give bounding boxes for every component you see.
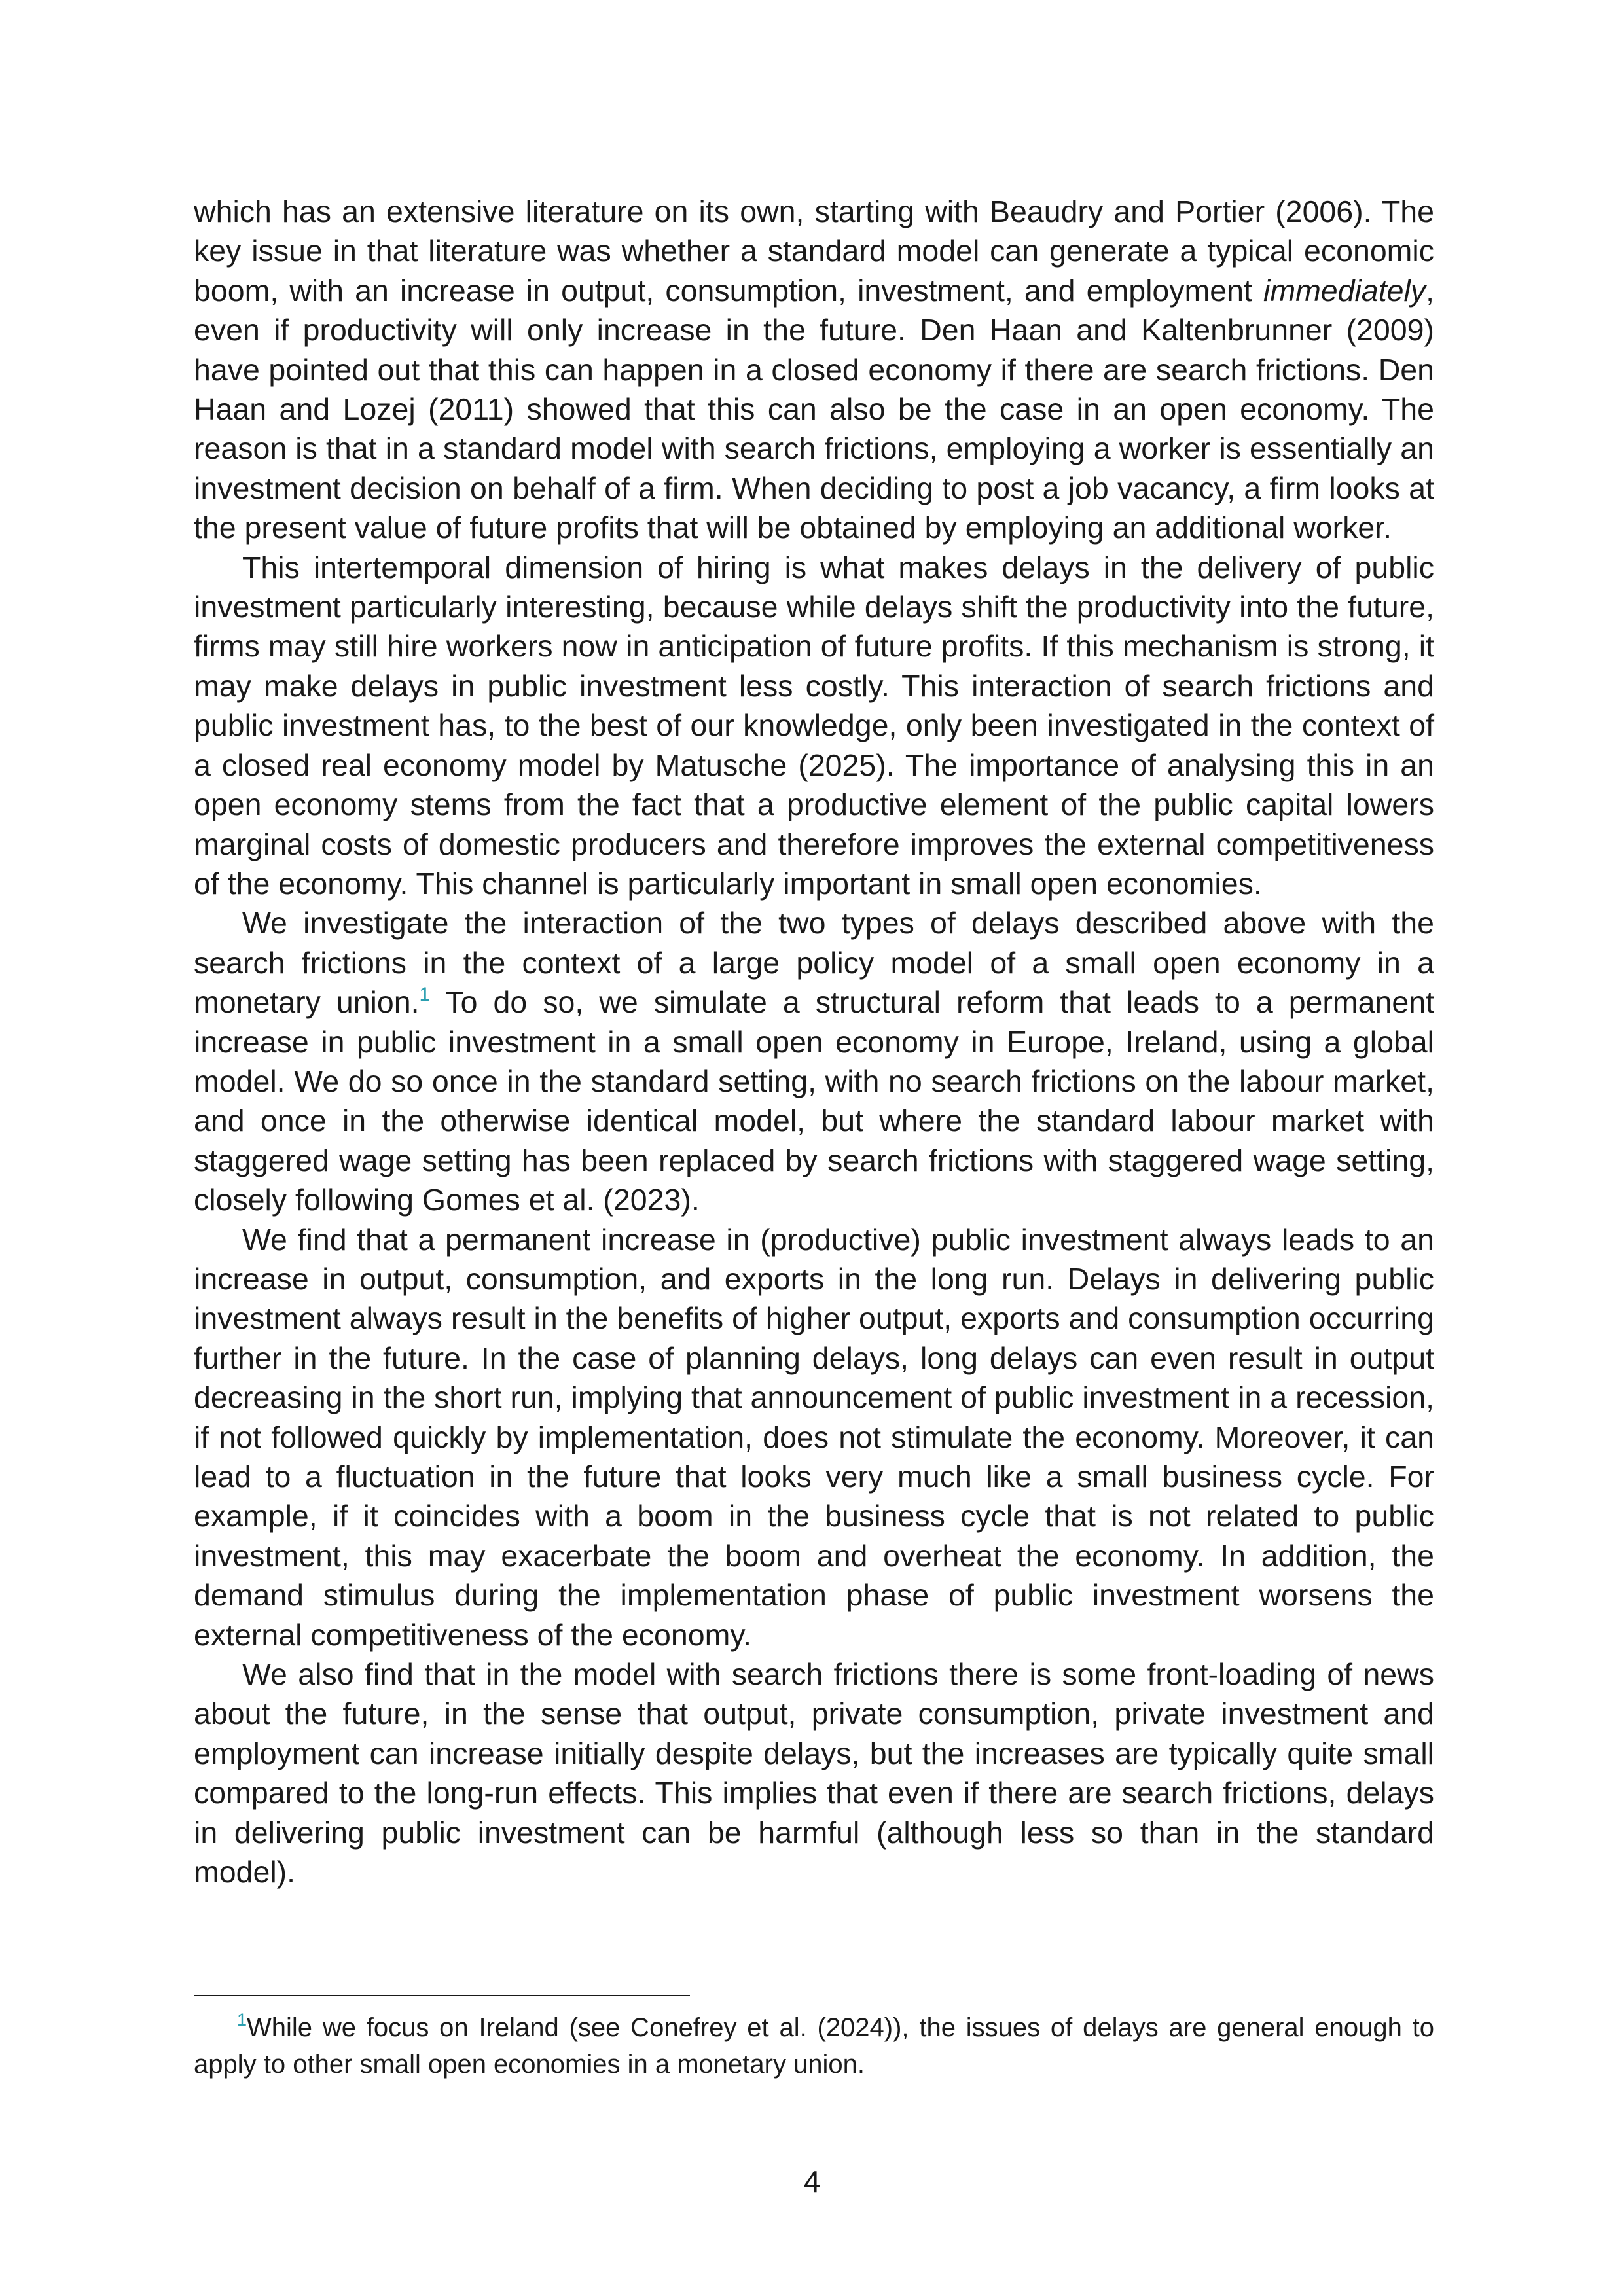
footnote [194,2009,1434,2083]
footnote-text: While we focus on Ireland (see Conefrey et al. (2024)), the issues of delays are general enough to apply to other small open economies in a monetary union. [194,2013,1434,2079]
paragraph-1 [194,192,1434,548]
paragraph-5: We also find that in the model with search frictions there is some front-loading of news about the future, in the sense that output, private consumption, private investment and employment can increase initially despite delays, but the increases are typically quite small compared to the long-run effects. This implies that even if there are search frictions, delays in delivering public investment can be harmful (although less so than in the standard model). [194,1657,1434,1890]
emphasis-immediately: immediately [1263,273,1426,308]
body-text [194,192,1434,1892]
footnote-number: 1 [237,2010,247,2030]
footnote-divider [194,1995,690,1996]
paragraph-2: This intertemporal dimension of hiring is what makes delays in the delivery of public investment particularly interesting, because while delays shift the productivity into the future, firms may still hire workers now in anticipation of future profits. If this mechanism is strong, it may make delays in public investment less costly. This interaction of search frictions and public investment has, to the best of our knowledge, only been investigated in the context of a closed real economy model by Matusche (2025). The importance of analysing this in an open economy stems from the fact that a productive element of the public capital lowers marginal costs of domestic producers and therefore improves the external competitiveness of the economy. This channel is particularly important in small open economies. [194,550,1434,901]
paragraph-1-text-end: , even if productivity will only increase in the future. Den Haan and Kaltenbrunner (2009) have pointed out that this can happen in a closed economy if there are search frictions. Den Haan and Lozej (2011) showed that this can also be the case in an open economy. The reason is that in a standard model with search frictions, employing a worker is essentially an investment decision on behalf of a firm. When deciding to post a job vacancy, a firm looks at the present value of future profits that will be obtained by employing an additional worker. [194,273,1434,545]
paragraph-3-text-end: To do so, we simulate a structural reform that leads to a permanent increase in public investment in a small open economy in Europe, Ireland, using a global model. We do so once in the standard setting, with no search frictions on the labour market, and once in the otherwise identical model, but where the standard labour market with staggered wage setting has been replaced by search frictions with staggered wage setting, closely following Gomes et al. (2023). [194,985,1435,1217]
paragraph-1-text-start: which has an extensive literature on its own, starting with Beaudry and Portier (2006). The key issue in that literature was whether a standard model can generate a typical economic boom, with an increase in output, consumption, investment, and employment [194,194,1434,308]
paragraph-3-text-start: We investigate the interaction of the two types of delays described above with the search frictions in the context of a large policy model of a small open economy in a monetary union. [194,906,1434,1020]
page-number: 4 [803,2164,821,2198]
paragraph-4: We find that a permanent increase in (productive) public investment always leads to an increase in output, consumption, and exports in the long run. Delays in delivering public investment always result in the benefits of higher output, exports and consumption occurring further in the future. In the case of planning delays, long delays can even result in output decreasing in the short run, implying that announcement of public investment in a recession, if not followed quickly by implementation, does not stimulate the economy. Moreover, it can lead to a fluctuation in the future that looks very much like a small business cycle. For example, if it coincides with a boom in the business cycle that is not related to public investment, this may exacerbate the boom and overheat the economy. In addition, the demand stimulus during the implementation phase of public investment worsens the external competitiveness of the economy. [194,1222,1434,1652]
paragraph-3 [194,903,1434,1219]
footnote-reference-link[interactable]: 1 [419,984,431,1006]
